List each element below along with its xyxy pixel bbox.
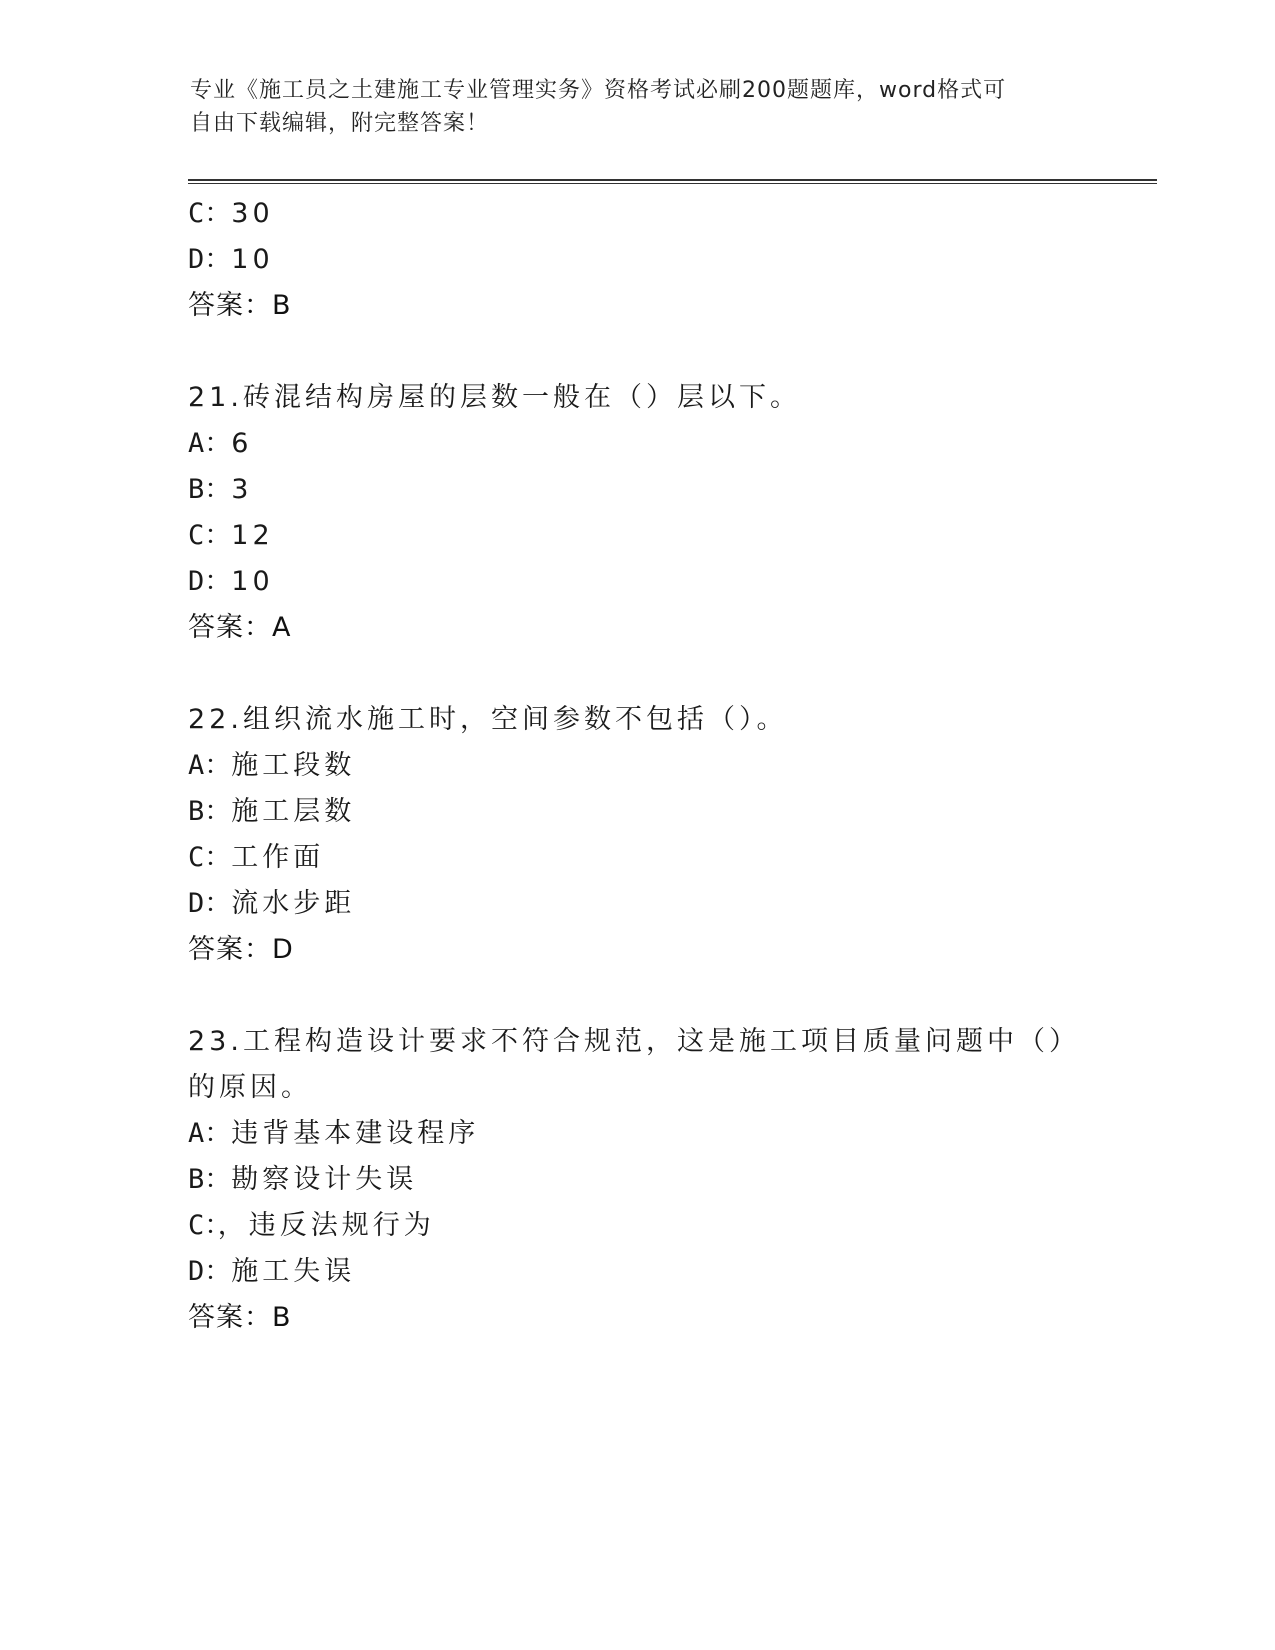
option-text: 施工段数 (231, 750, 356, 781)
option-label: B： (188, 796, 232, 827)
answer-line: 答案：B (188, 1302, 292, 1333)
option-label: C： (188, 520, 232, 551)
answer-line: 答案：B (188, 290, 292, 321)
option-c (188, 1203, 1088, 1249)
question-block-22 (188, 697, 1088, 973)
option-label: C： (188, 842, 232, 873)
question-text: 22.组织流水施工时，空间参数不包括（）。 (188, 704, 788, 735)
option-a (188, 1111, 1088, 1157)
option-text: 勘察设计失误 (231, 1164, 418, 1195)
question-text: 23.工程构造设计要求不符合规范，这是施工项目质量问题中（）的原因。 (188, 1026, 1080, 1103)
option-text: 流水步距 (231, 888, 356, 919)
question-list (188, 191, 1088, 1341)
option-text: 30 (231, 198, 274, 229)
option-label: A： (188, 1118, 232, 1149)
option-text: ，违反法规行为 (217, 1210, 435, 1241)
spacer (188, 329, 1088, 375)
option-b (188, 789, 1088, 835)
spacer (188, 651, 1088, 697)
option-label: C： (188, 198, 232, 229)
option-label: D： (188, 888, 232, 919)
document-header (190, 74, 1070, 140)
option-text: 违背基本建设程序 (231, 1118, 480, 1149)
spacer (188, 973, 1088, 1019)
question-block-23 (188, 1019, 1088, 1341)
option-label: B： (188, 1164, 232, 1195)
header-divider-thin (188, 183, 1157, 184)
option-a (188, 743, 1088, 789)
option-d (188, 237, 1088, 283)
option-c (188, 513, 1088, 559)
option-text: 3 (231, 474, 253, 505)
option-b (188, 1157, 1088, 1203)
option-text: 10 (231, 566, 274, 597)
option-c (188, 835, 1088, 881)
option-text: 6 (231, 428, 253, 459)
answer-line: 答案：D (188, 934, 294, 965)
option-text: 10 (231, 244, 274, 275)
option-c (188, 191, 1088, 237)
prev-question-block (188, 191, 1088, 329)
option-text: 施工层数 (231, 796, 356, 827)
option-label: D： (188, 1256, 232, 1287)
option-d (188, 559, 1088, 605)
option-label: A： (188, 428, 232, 459)
option-text: 施工失误 (231, 1256, 356, 1287)
option-d (188, 1249, 1088, 1295)
header-title-line2: 自由下载编辑，附完整答案！ (190, 111, 490, 136)
header-divider-thick (188, 179, 1157, 181)
header-title-line1: 专业《施工员之土建施工专业管理实务》资格考试必刷200题题库，word格式可 (190, 78, 1007, 103)
answer-line: 答案：A (188, 612, 292, 643)
option-label: B： (188, 474, 232, 505)
option-d (188, 881, 1088, 927)
option-text: 工作面 (231, 842, 325, 873)
option-label: A： (188, 750, 232, 781)
option-label: D： (188, 566, 232, 597)
question-text: 21.砖混结构房屋的层数一般在（）层以下。 (188, 382, 801, 413)
question-block-21 (188, 375, 1088, 651)
option-a (188, 421, 1088, 467)
option-label: D： (188, 244, 232, 275)
option-label: C： (188, 1210, 218, 1241)
option-b (188, 467, 1088, 513)
option-text: 12 (231, 520, 274, 551)
